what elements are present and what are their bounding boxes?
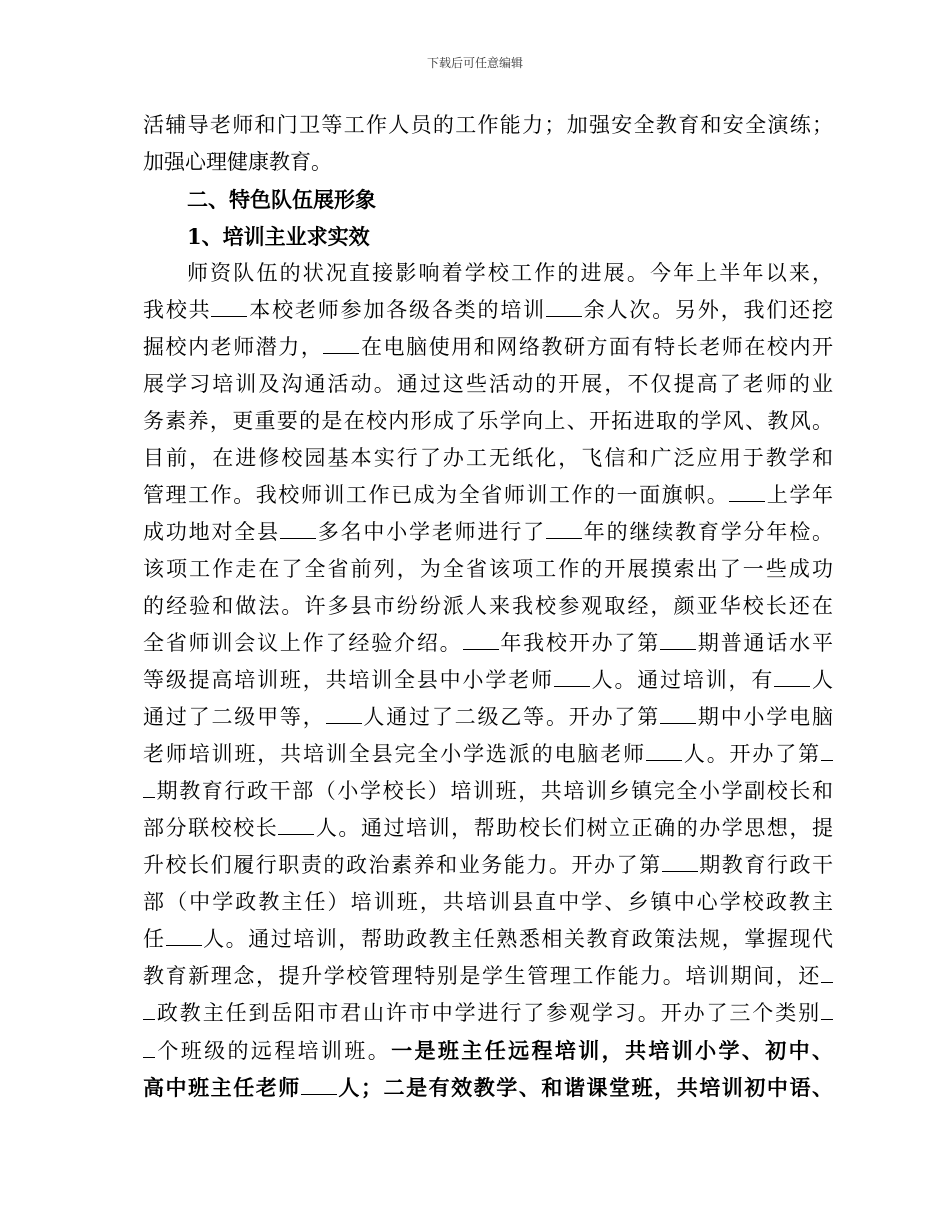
fill-blank	[323, 352, 359, 354]
text-segment: 期教育行政干	[697, 853, 833, 877]
text-segment: 教育新理念，提升学校管理特别是学生管理工作能力。培训期间，还	[143, 964, 821, 988]
fill-blank	[660, 648, 696, 650]
fill-blank	[211, 315, 247, 317]
text-line: 活辅导老师和门卫等工作人员的工作能力；加强安全教育和安全演练；	[143, 113, 833, 137]
text-line	[143, 514, 833, 551]
text-line	[143, 847, 833, 884]
text-segment: 人；二是有效教学、和谐课堂班，共培训初中语、	[336, 1075, 834, 1100]
fill-blank	[143, 1018, 155, 1020]
text-line: 目前，在进修校园基本实行了办工无纸化，飞信和广泛应用于教学和	[143, 446, 833, 470]
text-line	[143, 995, 833, 1032]
text-segment: 全省师训会议上作了经验介绍。	[143, 631, 463, 655]
text-line	[143, 329, 833, 366]
page-header: 下载后可任意编辑	[426, 56, 523, 70]
text-line	[143, 1069, 833, 1106]
text-line	[143, 292, 833, 329]
text-segment: 人。通过培训，帮助政教主任熟悉相关教育政策法规，掌握现代	[201, 927, 834, 951]
fill-blank	[646, 759, 682, 761]
text-line: 部（中学政教主任）培训班，共培训县直中学、乡镇中心学校政教主	[143, 890, 833, 914]
text-segment: 任	[143, 927, 166, 951]
fill-blank	[821, 1018, 833, 1020]
document-body	[143, 107, 833, 1106]
text-line: 该项工作走在了全省前列，为全省该项工作的开展摸索出了一些成功	[143, 557, 833, 581]
text-segment: 政教主任到岳阳市君山许市中学进行了参观学习。开办了三个类别	[155, 1001, 821, 1025]
fill-blank	[554, 685, 590, 687]
text-line	[143, 958, 833, 995]
text-line	[143, 736, 833, 773]
text-segment: 期普通话水平	[696, 631, 834, 655]
text-segment: 余人次。另外，我们还挖	[581, 298, 834, 322]
text-segment: 人。开办了第	[681, 742, 822, 766]
fill-blank	[821, 981, 833, 983]
text-segment: 我校共	[143, 298, 212, 322]
fill-blank	[301, 1093, 337, 1095]
text-line: 二、特色队伍展形象	[187, 187, 376, 212]
text-line	[143, 477, 833, 514]
fill-blank	[166, 944, 202, 946]
text-segment: 掘校内老师潜力，	[143, 335, 324, 359]
text-line	[143, 1032, 833, 1069]
text-segment: 本校老师参加各级各类的培训	[247, 298, 546, 322]
text-segment: 期中小学电脑	[696, 705, 834, 729]
text-line	[143, 699, 833, 736]
text-line	[143, 625, 833, 662]
text-segment: 管理工作。我校师训工作已成为全省师训工作的一面旗帜。	[143, 483, 730, 507]
text-segment: 高中班主任老师	[143, 1075, 301, 1100]
fill-blank	[278, 833, 314, 835]
text-segment: 成功地对全县	[143, 520, 280, 544]
fill-blank	[546, 315, 582, 317]
fill-blank	[546, 537, 582, 539]
text-segment: 期教育行政干部（小学校长）培训班，共培训乡镇完全小学副校长和	[155, 779, 833, 803]
text-segment: 一是班主任远程培训，共培训小学、初中、	[391, 1038, 833, 1063]
text-line	[143, 921, 833, 958]
text-segment: 在电脑使用和网络教研方面有特长老师在校内开	[359, 335, 834, 359]
text-segment: 人。通过培训，帮助校长们树立正确的办学思想，提	[314, 816, 834, 840]
text-line: 务素养，更重要的是在校内形成了乐学向上、开拓进取的学风、教风。	[143, 409, 833, 433]
fill-blank	[463, 648, 499, 650]
text-line: 的经验和做法。许多县市纷纷派人来我校参观取经，颜亚华校长还在	[143, 594, 833, 618]
text-segment: 通过了二级甲等，	[143, 705, 326, 729]
fill-blank	[326, 722, 362, 724]
fill-blank	[660, 722, 696, 724]
text-segment: 老师培训班，共培训全县完全小学选派的电脑老师	[143, 742, 646, 766]
text-segment: 年的继续教育学分年检。	[581, 520, 834, 544]
fill-blank	[280, 537, 316, 539]
fill-blank	[143, 796, 155, 798]
text-line: 加强心理健康教育。	[143, 150, 332, 174]
text-line: 展学习培训及沟通活动。通过这些活动的开展，不仅提高了老师的业	[143, 372, 833, 396]
text-line	[143, 773, 833, 810]
text-segment: 多名中小学老师进行了	[315, 520, 546, 544]
text-line: 1、培训主业求实效	[187, 224, 370, 249]
text-segment: 部分联校校长	[143, 816, 279, 840]
fill-blank	[774, 685, 810, 687]
fill-blank	[821, 759, 833, 761]
fill-blank	[729, 500, 765, 502]
text-segment: 年我校开办了第	[498, 631, 661, 655]
text-segment: 升校长们履行职责的政治素养和业务能力。开办了第	[143, 853, 662, 877]
fill-blank	[662, 870, 698, 872]
fill-blank	[143, 1056, 155, 1058]
text-segment: 个班级的远程培训班。	[155, 1039, 392, 1063]
text-segment: 上学年	[765, 483, 833, 507]
text-line	[143, 810, 833, 847]
text-segment: 等级提高培训班，共培训全县中小学老师	[143, 668, 554, 692]
text-line: 师资队伍的状况直接影响着学校工作的进展。今年上半年以来，	[187, 261, 833, 285]
text-segment: 人。通过培训，有	[589, 668, 775, 692]
text-segment: 人通过了二级乙等。开办了第	[361, 705, 661, 729]
text-segment: 人	[810, 668, 834, 692]
text-line	[143, 662, 833, 699]
